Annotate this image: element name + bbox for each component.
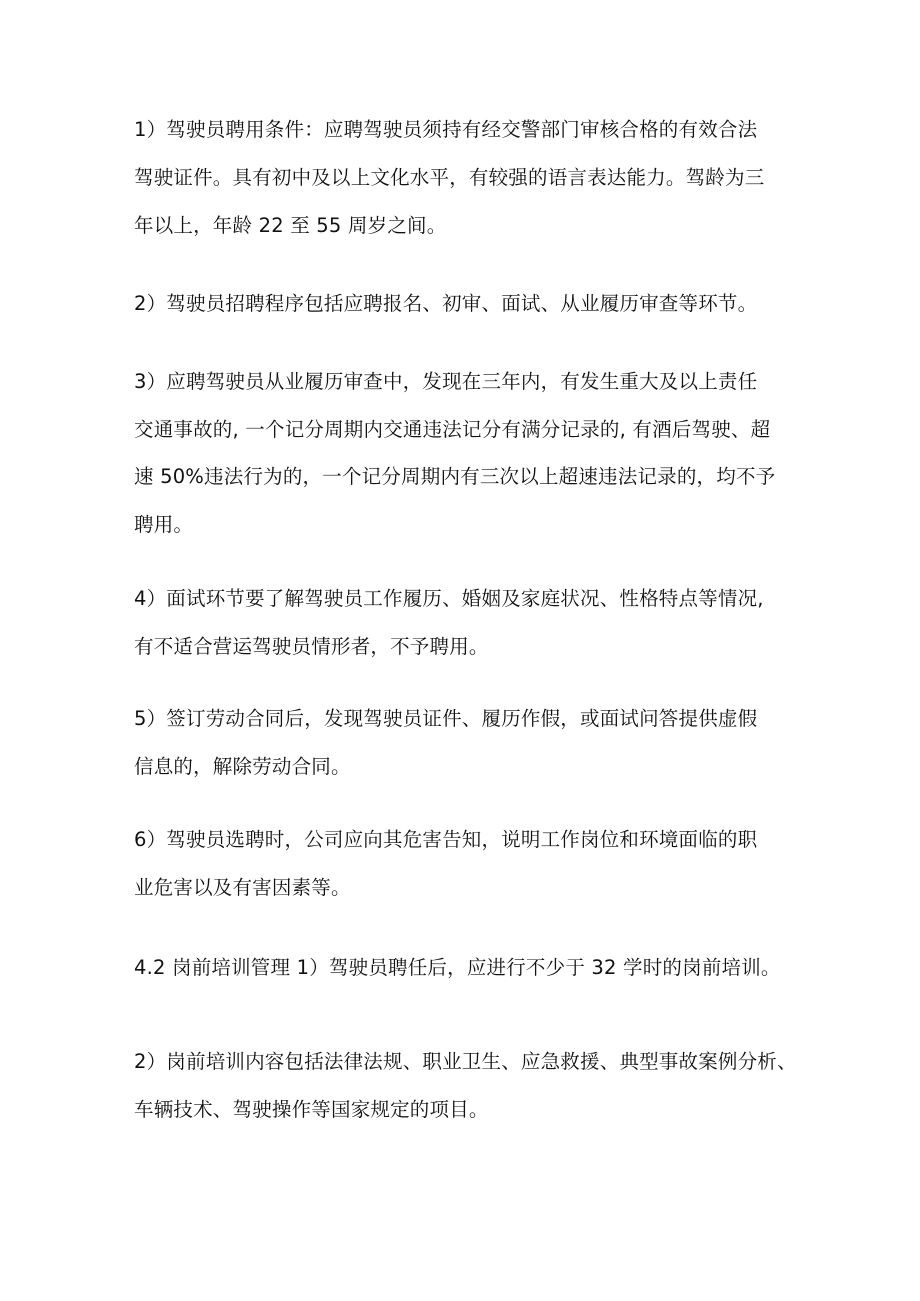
section-4-2-line-1: 4.2 岗前培训管理 1）驾驶员聘任后，应进行不少于 32 学时的岗前培训。 [134, 956, 781, 979]
paragraph-1-line-1: 1）驾驶员聘用条件：应聘驾驶员须持有经交警部门审核合格的有效合法 [134, 118, 758, 141]
paragraph-3-line-1: 3）应聘驾驶员从业履历审查中，发现在三年内，有发生重大及以上责任 [134, 370, 758, 393]
paragraph-4-line-2: 有不适合营运驾驶员情形者，不予聘用。 [134, 635, 489, 658]
training-content-line-1: 2）岗前培训内容包括法律法规、职业卫生、应急救援、典型事故案例分析、 [134, 1050, 797, 1073]
paragraph-2-line-1: 2）驾驶员招聘程序包括应聘报名、初审、面试、从业履历审查等环节。 [134, 292, 758, 315]
paragraph-6-line-1: 6）驾驶员选聘时，公司应向其危害告知，说明工作岗位和环境面临的职 [134, 828, 758, 851]
paragraph-3-line-4: 聘用。 [134, 513, 194, 536]
paragraph-3-line-3: 速 50%违法行为的，一个记分周期内有三次以上超速违法记录的，均不予 [134, 465, 776, 488]
paragraph-6-line-2: 业危害以及有害因素等。 [134, 876, 351, 899]
paragraph-3-line-2: 交通事故的, 一个记分周期内交通违法记分有满分记录的, 有酒后驾驶、超 [134, 418, 771, 441]
paragraph-4-line-1: 4）面试环节要了解驾驶员工作履历、婚姻及家庭状况、性格特点等情况, [134, 587, 764, 610]
paragraph-5-line-1: 5）签订劳动合同后，发现驾驶员证件、履历作假，或面试问答提供虚假 [134, 707, 758, 730]
training-content-line-2: 车辆技术、驾驶操作等国家规定的项目。 [134, 1098, 489, 1121]
paragraph-5-line-2: 信息的，解除劳动合同。 [134, 755, 351, 778]
paragraph-1-line-2: 驾驶证件。具有初中及以上文化水平，有较强的语言表达能力。驾龄为三 [134, 166, 765, 189]
paragraph-1-line-3: 年以上，年龄 22 至 55 周岁之间。 [134, 214, 447, 237]
